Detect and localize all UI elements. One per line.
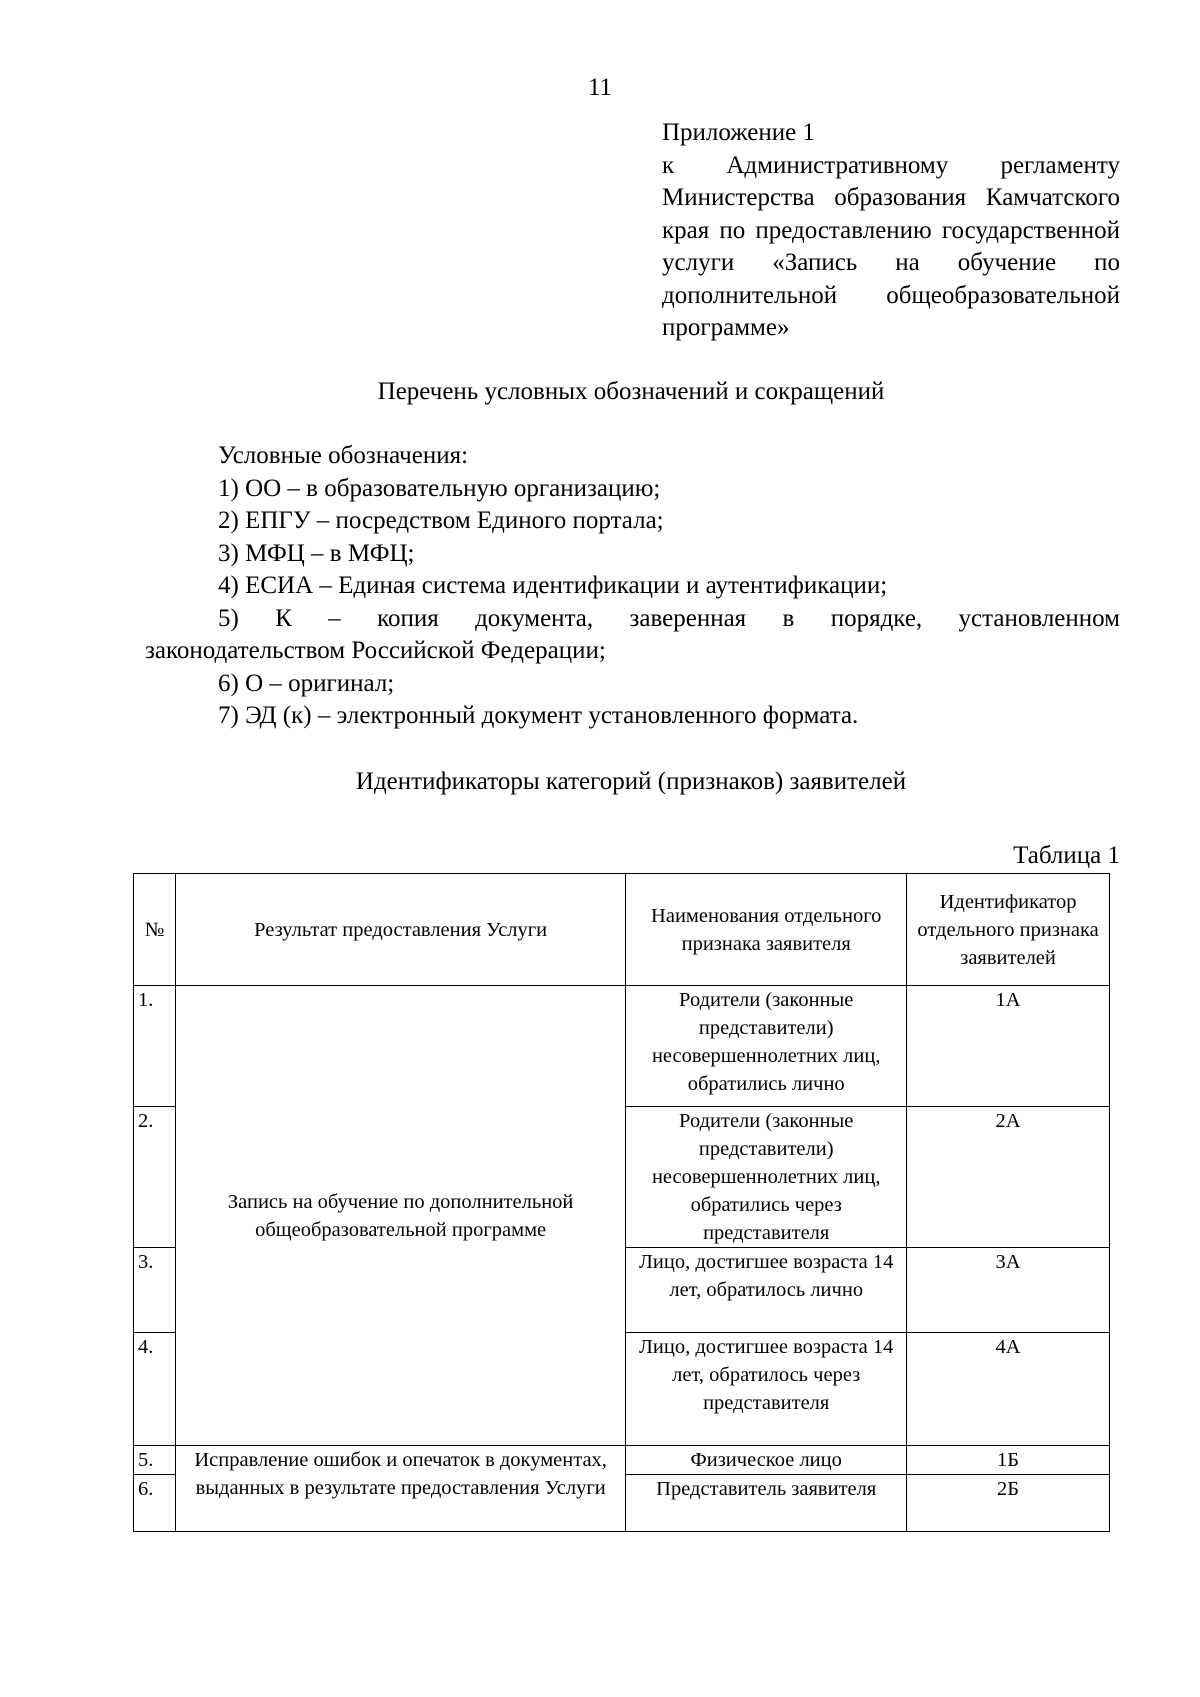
row-id: 1А (907, 986, 1110, 1107)
row-id: 3А (907, 1248, 1110, 1333)
row-num: 1. (134, 986, 176, 1107)
legend-item: 7) ЭД (к) – электронный документ установленного формата. (218, 702, 859, 729)
table-row (134, 1446, 1110, 1475)
header-num: № (134, 874, 176, 986)
table-row (134, 986, 1110, 1107)
table-header-row (134, 874, 1110, 986)
row-id: 2Б (907, 1475, 1110, 1532)
legend-item: 6) О – оригинал; (218, 669, 395, 697)
abbreviations-heading: Перечень условных обозначений и сокращений (377, 378, 885, 405)
row-num: 6. (134, 1475, 176, 1532)
row-num: 3. (134, 1248, 176, 1333)
identifiers-heading: Идентификаторы категорий (признаков) заявителей (355, 768, 907, 795)
header-id: Идентификатор отдельного признака заявителей (907, 874, 1110, 986)
page-number: 11 (587, 74, 613, 101)
legend-title: Условные обозначения: (218, 442, 469, 469)
legend-item: 3) МФЦ – в МФЦ; (218, 539, 415, 567)
appendix-block (662, 117, 1120, 345)
row-num: 2. (134, 1107, 176, 1248)
legend-item-continuation: законодательством Российской Федерации; (145, 637, 606, 664)
row-name: Лицо, достигшее возраста 14 лет, обратилось через представителя (626, 1333, 907, 1446)
row-name: Представитель заявителя (626, 1475, 907, 1532)
row-name: Родители (законные представители) несовершеннолетних лиц, обратились лично (626, 986, 907, 1107)
legend-item: 1) ОО – в образовательную организацию; (218, 474, 661, 502)
row-num: 5. (134, 1446, 176, 1475)
legend-item: 5) К – копия документа, заверенная в порядке, установленном (218, 604, 1120, 632)
row-name: Лицо, достигшее возраста 14 лет, обратилось лично (626, 1248, 907, 1333)
header-name: Наименования отдельного признака заявителя (626, 874, 907, 986)
result-enrollment: Запись на обучение по дополнительной общеобразовательной программе (175, 986, 625, 1446)
legend-item: 4) ЕСИА – Единая система идентификации и аутентификации; (218, 572, 888, 599)
table-caption: Таблица 1 (1013, 842, 1120, 869)
row-name: Физическое лицо (626, 1446, 907, 1475)
appendix-title: Приложение 1 (662, 119, 815, 146)
applicant-categories-table (133, 873, 1110, 1532)
appendix-reference: к Административному регламенту Министерства образования Камчатского края по предоставлению государственной услуги «Запись на обучение по дополнительной общеобразовательной программе» (662, 151, 1120, 341)
row-num: 4. (134, 1333, 176, 1446)
row-name: Родители (законные представители) несовершеннолетних лиц, обратились через представителя (626, 1107, 907, 1248)
legend-item: 2) ЕПГУ – посредством Единого портала; (218, 507, 664, 534)
row-id: 2А (907, 1107, 1110, 1248)
header-result: Результат предоставления Услуги (175, 874, 625, 986)
row-id: 4А (907, 1333, 1110, 1446)
result-corrections: Исправление ошибок и опечаток в документах, выданных в результате предоставления Услуги (175, 1446, 625, 1532)
legend-list (145, 440, 1120, 733)
row-id: 1Б (907, 1446, 1110, 1475)
